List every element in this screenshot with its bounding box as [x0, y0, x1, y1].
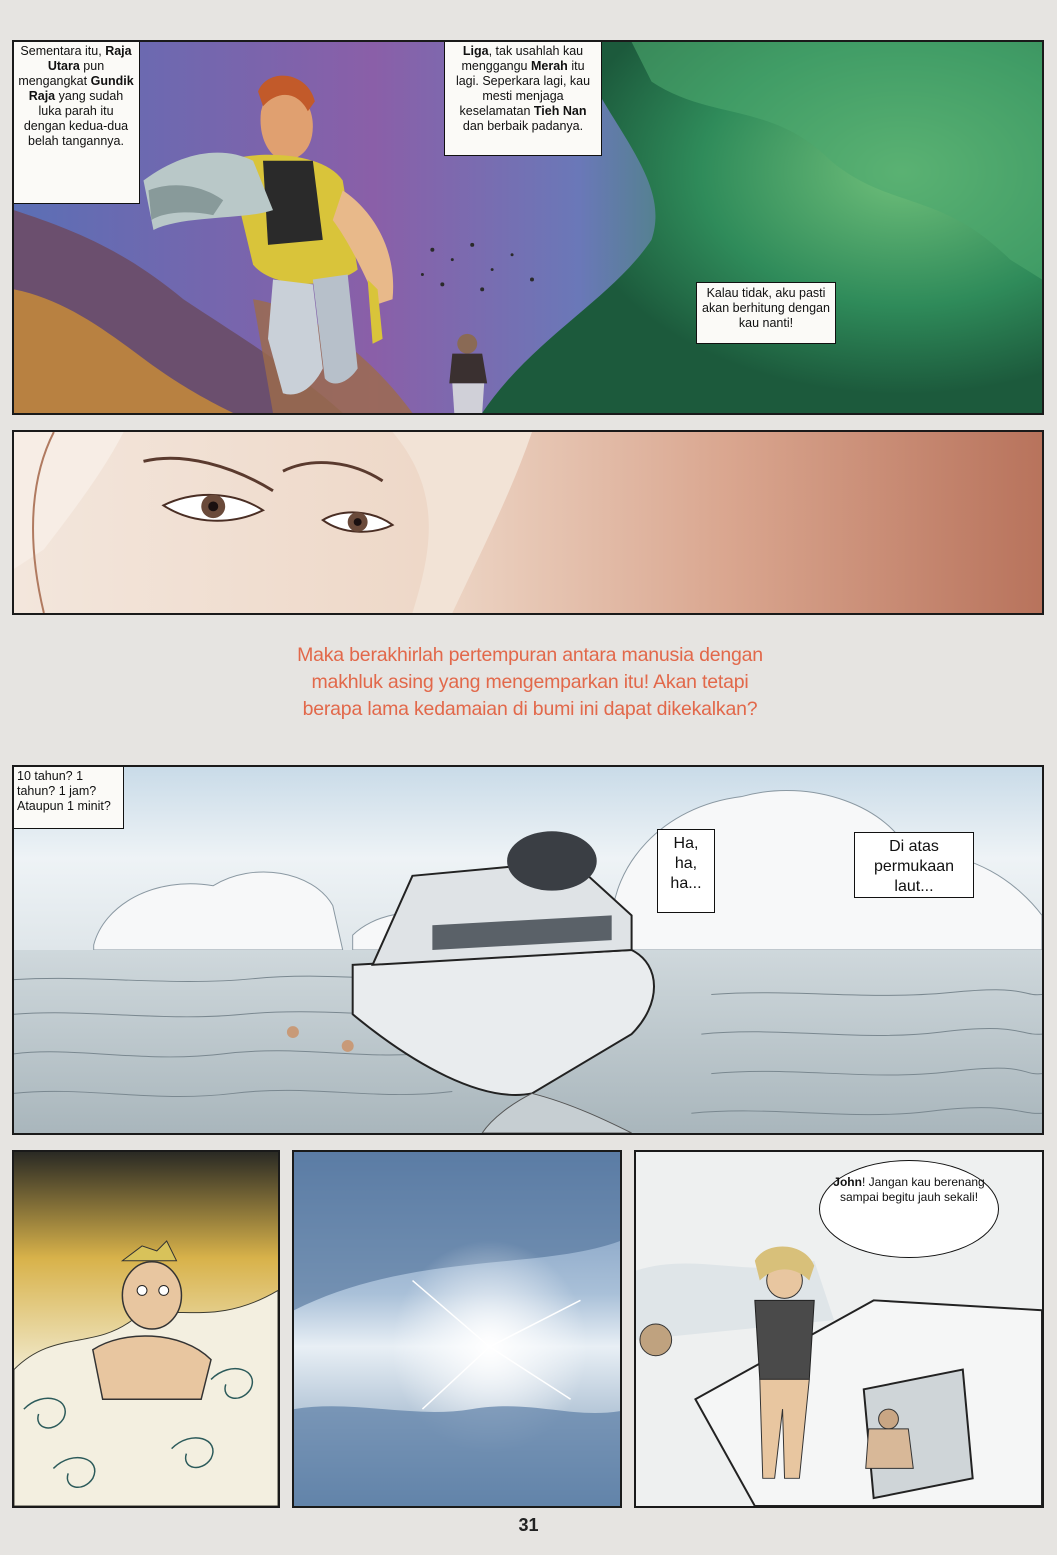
sea-flash-art	[294, 1152, 620, 1506]
speech-bubble-laugh: Ha, ha, ha...	[657, 829, 715, 913]
narration-text: Maka berakhirlah pertempuran antara manusia dengan makhluk asing yang mengemparkan itu! Akan tetapi berapa lama kedamaian di bumi ini dapat dikekalkan?	[297, 644, 763, 720]
panel-woman-shouting	[634, 1150, 1044, 1508]
panel-cliff-scene	[12, 40, 1044, 415]
eyes-closeup-art	[14, 432, 1042, 613]
speech-bubble-shout: John! Jangan kau berenang sampai begitu jauh sekali!	[819, 1160, 999, 1258]
page-number: 31	[518, 1515, 539, 1535]
caption-speech-right: Kalau tidak, aku pasti akan berhitung dengan kau nanti!	[696, 282, 836, 344]
panel-yacht-sea	[12, 765, 1044, 1135]
caption-speech-center: Liga, tak usahlah kau menggangu Merah itu lagi. Seperkara lagi, kau mesti menjaga keselamatan Tieh Nan dan berbaik padanya.	[444, 40, 602, 156]
splash-art	[14, 1152, 278, 1506]
caption-time-question: 10 tahun? 1 tahun? 1 jam? Ataupun 1 minit?	[12, 765, 124, 829]
panel-sea-flash	[292, 1150, 622, 1508]
caption-narration-left: Sementara itu, Raja Utara pun mengangkat Gundik Raja yang sudah luka parah itu dengan kedua-dua belah tangannya.	[12, 40, 140, 204]
yacht-sea-art	[14, 767, 1042, 1133]
bald-man	[640, 1324, 672, 1356]
caption-location: Di atas permukaan laut...	[854, 832, 974, 898]
panel-splash	[12, 1150, 280, 1508]
panel-eyes-closeup	[12, 430, 1044, 615]
